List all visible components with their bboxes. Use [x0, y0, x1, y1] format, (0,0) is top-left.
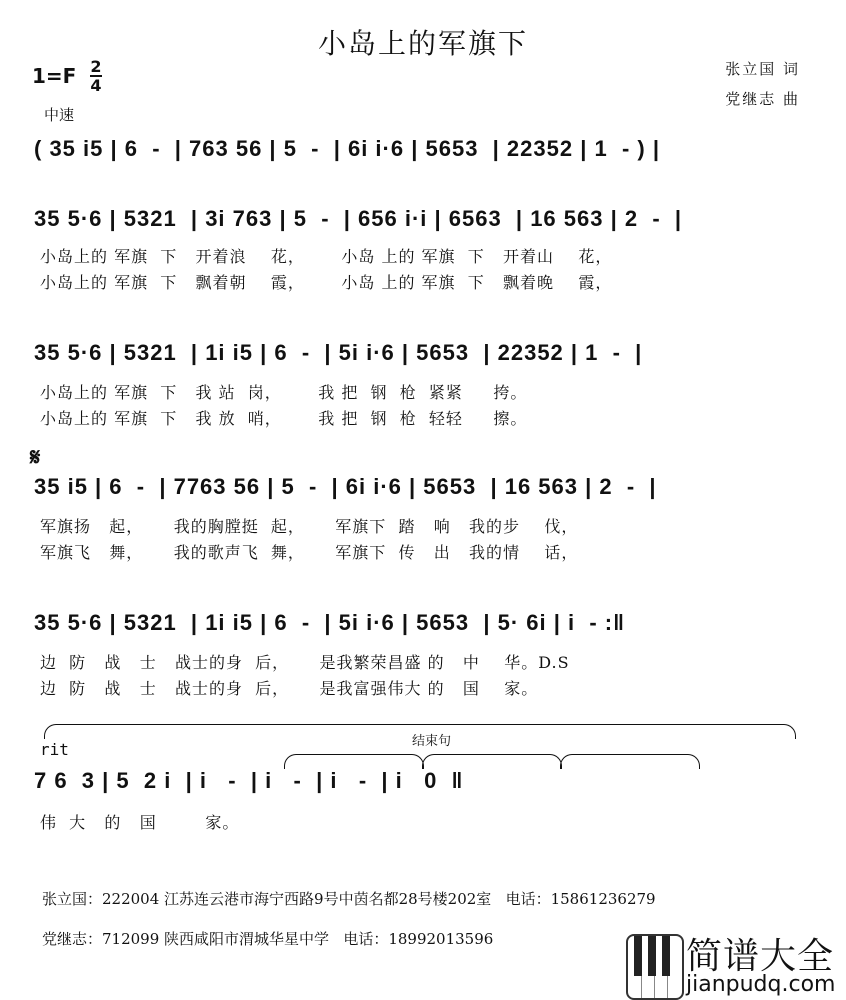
song-title: 小岛上的军旗下: [317, 27, 528, 60]
lyric-row-5-verse-1: 边 防 战 士 战士的身 后， 是我繁荣昌盛 的 中 华。D.S: [40, 653, 570, 672]
tie-bracket-3: [560, 754, 700, 769]
lyric-row-3-verse-2: 小岛上的 军旗 下 我 放 哨， 我 把 钢 枪 轻轻 擦。: [40, 409, 528, 428]
site-logo[interactable]: [626, 932, 846, 1000]
coda-label: 结束句: [412, 734, 452, 749]
lyric-row-ending: 伟 大 的 国 家。: [40, 813, 240, 832]
lyric-row-4-verse-2: 军旗飞 舞， 我的歌声飞 舞， 军旗下 传 出 我的情 话，: [40, 543, 579, 562]
notation-row-4: 35 i5 | 6 - | 7763 56 | 5 - | 6i i·6 | 5653 | 16 563 | 2 - |: [34, 474, 657, 499]
lyric-row-4-verse-1: 军旗扬 起， 我的胸膛挺 起， 军旗下 踏 响 我的步 伐，: [40, 517, 579, 536]
tie-bracket-2: [422, 754, 562, 769]
lyric-row-3-verse-1: 小岛上的 军旗 下 我 站 岗， 我 把 钢 枪 紧紧 挎。: [40, 383, 528, 402]
notation-row-5: 35 5·6 | 5321 | 1i i5 | 6 - | 5i i·6 | 5653 | 5· 6i | i - :‖: [34, 610, 626, 635]
notation-row-intro: ( 35 i5 | 6 - | 763 56 | 5 - | 6i i·6 | 5653 | 22352 | 1 - ) |: [34, 136, 660, 161]
logo-text-cn: 简谱大全: [686, 936, 835, 977]
lyric-row-2-verse-1: 小岛上的 军旗 下 开着浪 花， 小岛 上的 军旗 下 开着山 花，: [40, 247, 613, 266]
key-signature: 1=F: [32, 64, 77, 88]
footer-contact-composer: 党继志：712099 陕西咸阳市渭城华星中学 电话：18992013596: [42, 930, 494, 948]
piano-icon: [626, 934, 684, 1000]
notation-row-ending: 7 6 3 | 5 2 i | i - | i - | i - | i 0 ‖: [34, 768, 464, 793]
composer-credit: 党继志 曲: [725, 90, 800, 108]
time-sig-bottom: 4: [90, 76, 102, 95]
notation-row-2: 35 5·6 | 5321 | 3i 763 | 5 - | 656 i·i | 6563 | 16 563 | 2 - |: [34, 206, 683, 231]
tie-bracket-1: [284, 754, 424, 769]
rit-marking: rit: [40, 740, 69, 759]
tempo-marking: 中速: [44, 106, 75, 124]
lyric-row-2-verse-2: 小岛上的 军旗 下 飘着朝 霞， 小岛 上的 军旗 下 飘着晚 霞，: [40, 273, 613, 292]
footer-contact-lyricist: 张立国：222004 江苏连云港市海宁西路9号中茵名都28号楼202室 电话：15861236279: [42, 890, 656, 908]
lyricist-credit: 张立国 词: [725, 60, 800, 78]
lyric-row-5-verse-2: 边 防 战 士 战士的身 后， 是我富强伟大 的 国 家。: [40, 679, 539, 698]
time-signature: [90, 58, 102, 94]
time-sig-top: 2: [90, 57, 102, 76]
logo-text-en: jianpudq.com: [686, 972, 836, 997]
notation-row-3: 35 5·6 | 5321 | 1i i5 | 6 - | 5i i·6 | 5653 | 22352 | 1 - |: [34, 340, 643, 365]
segno-sign: 𝄋: [30, 442, 41, 471]
